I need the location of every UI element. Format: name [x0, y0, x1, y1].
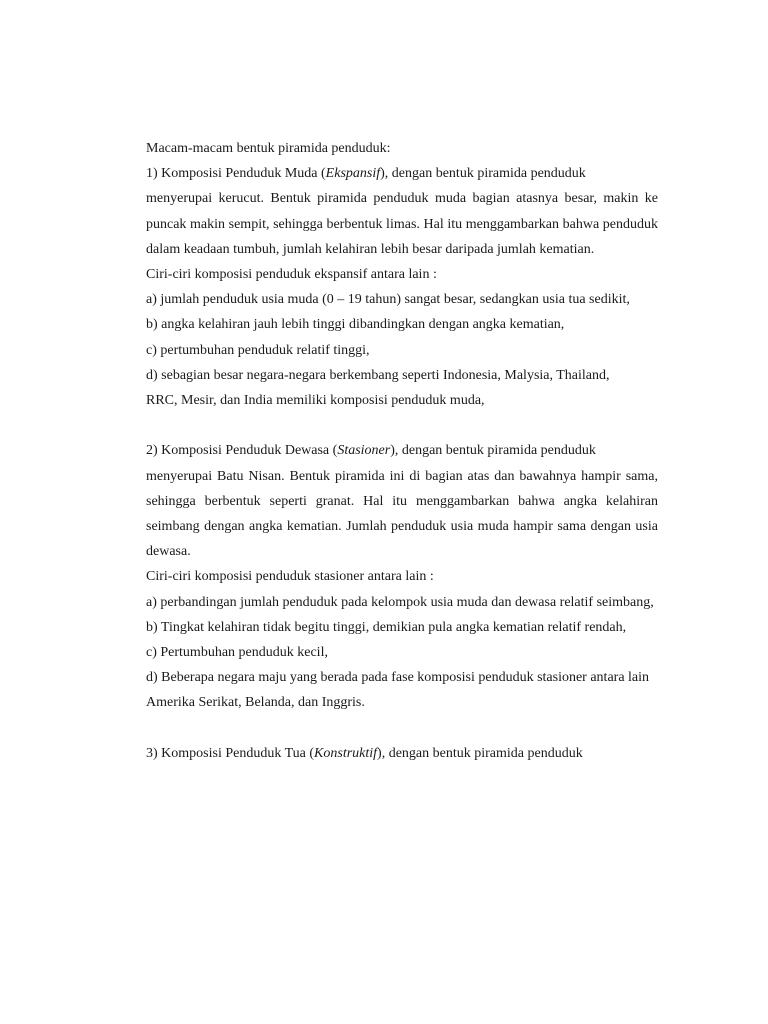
section-2-title [146, 438, 658, 463]
section-1-item-b: b) angka kelahiran jauh lebih tinggi dibandingkan dengan angka kematian, [146, 317, 565, 333]
section-2-item-c: c) Pertumbuhan penduduk kecil, [146, 645, 328, 661]
section-1-item-d: d) sebagian besar negara-negara berkembang seperti Indonesia, Malysia, Thailand, [146, 367, 610, 383]
section-1-characteristics-heading: Ciri-ciri komposisi penduduk ekspansif antara lain : [146, 267, 437, 283]
section-2-title-pre: 2) Komposisi Penduduk Dewasa ( [146, 443, 338, 459]
section-3-title-pre: 3) Komposisi Penduduk Tua ( [146, 745, 315, 761]
section-2-description: menyerupai Batu Nisan. Bentuk piramida ini di bagian atas dan bawahnya hampir sama, sehingga berbentuk seperti granat. Hal itu menggambarkan bahwa angka kelahiran seimbang dengan angka kematian. Jumlah penduduk usia muda hampir sama dengan usia dewasa. [146, 468, 658, 560]
section-3-term: Konstruktif [314, 745, 378, 761]
paragraph-spacer [146, 413, 658, 438]
section-2-characteristics-heading: Ciri-ciri komposisi penduduk stasioner antara lain : [146, 569, 434, 585]
section-1-continuation: RRC, Mesir, dan India memiliki komposisi penduduk muda, [146, 393, 485, 409]
section-1-item-c: c) pertumbuhan penduduk relatif tinggi, [146, 342, 370, 358]
section-1-title [146, 161, 658, 186]
document-body [146, 136, 658, 766]
section-1-title-post: ), dengan bentuk piramida penduduk [380, 166, 586, 182]
section-1-title-pre: 1) Komposisi Penduduk Muda ( [146, 166, 326, 182]
section-2-item-b: b) Tingkat kelahiran tidak begitu tinggi, demikian pula angka kematian relatif rendah, [146, 619, 627, 635]
section-1-description: menyerupai kerucut. Bentuk piramida penduduk muda bagian atasnya besar, makin ke puncak makin sempit, sehingga berbentuk limas. Hal itu menggambarkan bahwa penduduk dalam keadaan tumbuh, jumlah kelahiran lebih besar daripada jumlah kematian. [146, 191, 658, 257]
document-heading: Macam-macam bentuk piramida penduduk: [146, 141, 391, 156]
paragraph-spacer [146, 716, 658, 741]
section-2-title-post: ), dengan bentuk piramida penduduk [390, 443, 596, 459]
section-2-item-d: d) Beberapa negara maju yang berada pada fase komposisi penduduk stasioner antara lain Amerika Serikat, Belanda, dan Inggris. [146, 670, 650, 711]
section-2-item-a: a) perbandingan jumlah penduduk pada kelompok usia muda dan dewasa relatif seimbang, [146, 594, 654, 610]
section-1-term: Ekspansif [325, 166, 381, 182]
section-3-title-post: ), dengan bentuk piramida penduduk [377, 745, 583, 761]
section-1-item-a: a) jumlah penduduk usia muda (0 – 19 tahun) sangat besar, sedangkan usia tua sedikit, [146, 292, 630, 308]
section-3-title [146, 741, 658, 766]
section-2-term: Stasioner [337, 443, 391, 459]
